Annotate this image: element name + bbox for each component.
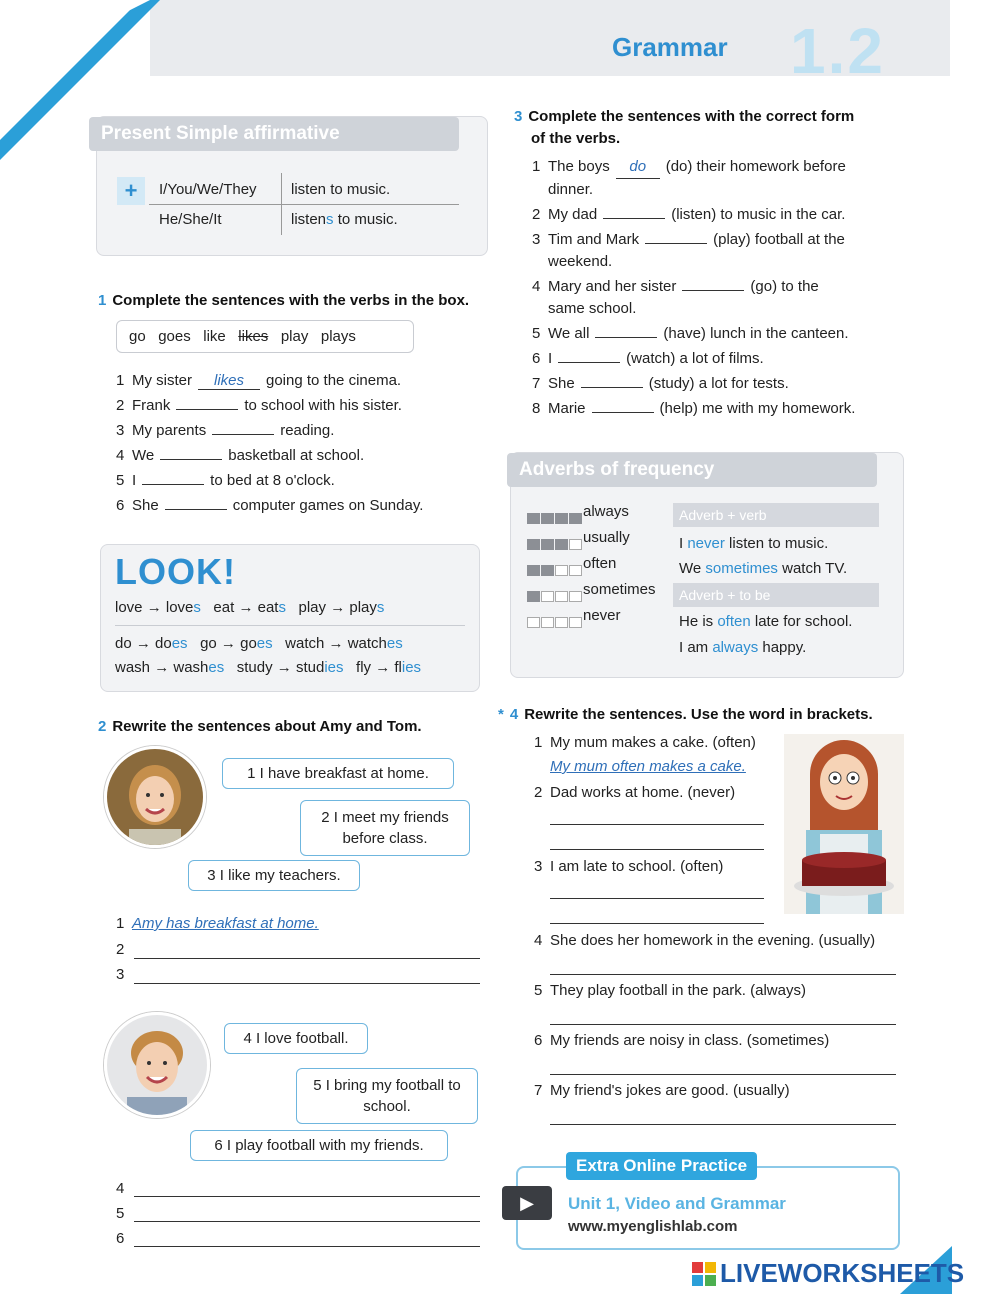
scale-sometimes: sometimes (527, 577, 656, 603)
adverb-be-example-1: He is often late for school. (679, 613, 853, 630)
ex1-item: 6 She computer games on Sunday. (116, 497, 424, 514)
ex4-item-5: 5 They play football in the park. (always) (534, 982, 806, 999)
extra-practice-url[interactable]: www.myenglishlab.com (568, 1218, 738, 1235)
look-row-3: wash → washes study → studies fly → flies (115, 659, 422, 676)
tom-photo (104, 1012, 210, 1118)
scale-always: always (527, 499, 656, 525)
bubble-4: 4 I love football. (224, 1023, 368, 1054)
ex1-item: 5 I to bed at 8 o'clock. (116, 472, 335, 489)
logo-icon (692, 1262, 716, 1286)
ex3-answer-3[interactable] (645, 243, 707, 244)
extra-practice-tag: Extra Online Practice (566, 1152, 757, 1180)
ex1-answer-1[interactable]: likes (198, 372, 260, 390)
ex2-num-3: 3 (116, 966, 125, 983)
ex3-item: 4 Mary and her sister (go) to the (532, 278, 819, 295)
ex3-answer-2[interactable] (603, 218, 665, 219)
ex4-answer-line-5[interactable] (550, 1024, 896, 1025)
ex3-item: 5 We all (have) lunch in the canteen. (532, 325, 849, 342)
amy-photo (104, 746, 206, 848)
ex2-answer-line-6[interactable] (134, 1246, 480, 1247)
look-row-1: love → loves eat → eats play → plays (115, 599, 385, 616)
ps-subject-2: He/She/It (159, 211, 222, 228)
ex3-item: 3 Tim and Mark (play) football at the (532, 231, 845, 248)
adverb-be-header: Adverb + to be (673, 583, 879, 607)
bubble-3: 3 I like my teachers. (188, 860, 360, 891)
ex4-answer-line-2b[interactable] (550, 849, 764, 850)
word-go: go (129, 328, 146, 345)
ex2-answer-line-4[interactable] (134, 1196, 480, 1197)
ex1-item: 3 My parents reading. (116, 422, 335, 439)
ps-subject-1: I/You/We/They (159, 181, 257, 198)
ex4-answer-line-4[interactable] (550, 974, 896, 975)
word-like: like (203, 328, 226, 345)
word-goes: goes (158, 328, 191, 345)
ex2-answer-1: 1 Amy has breakfast at home. (116, 915, 319, 932)
ex3-items: 1 The boys do (do) their homework before dinner. 2 My dad (listen) to music in the car. 3 Tim and Mark (play) football at the weekend. 4 Mary and her sister (go) to the same school. 5 We all (have) lunch in the canteen. 6 I (watch) a lot of films. 7 She (study) a lot for tests. 8 Marie (help) me with my homework. (532, 156, 855, 420)
bubble-2: 2 I meet my friends before class. (300, 800, 470, 856)
extra-practice-unit: Unit 1, Video and Grammar (568, 1194, 786, 1213)
adverbs-box (510, 452, 904, 678)
word-play: play (280, 328, 309, 345)
ex4-item-4: 4 She does her homework in the evening. (usually) (534, 932, 876, 949)
ex1-items (116, 372, 423, 522)
ex3-item: 8 Marie (help) me with my homework. (532, 400, 856, 417)
ex3-item: 6 I (watch) a lot of films. (532, 350, 764, 367)
frequency-scale (527, 499, 656, 629)
ex2-answer-line-5[interactable] (134, 1221, 480, 1222)
ex1-answer-2[interactable] (176, 409, 238, 410)
scale-never: never (527, 603, 656, 629)
ex3-item: 1 The boys do (do) their homework before (532, 156, 855, 179)
ex3-answer-7[interactable] (581, 387, 643, 388)
ex4-answer-line-2a[interactable] (550, 824, 764, 825)
ex1-answer-6[interactable] (165, 509, 227, 510)
ex4-item-2: 2 Dad works at home. (never) (534, 784, 736, 801)
ex3-item: 2 My dad (listen) to music in the car. (532, 206, 846, 223)
mum-cake-illustration (784, 734, 904, 914)
ex3-answer-1[interactable]: do (616, 156, 660, 179)
bubble-1: 1 I have breakfast at home. (222, 758, 454, 789)
ex2-num-4: 4 (116, 1180, 125, 1197)
ex2-instruction: 2 Rewrite the sentences about Amy and Tom. (98, 718, 422, 735)
ex2-num-6: 6 (116, 1230, 125, 1247)
bubble-5: 5 I bring my football to school. (296, 1068, 478, 1124)
ex3-answer-5[interactable] (595, 337, 657, 338)
present-simple-table (149, 173, 459, 235)
adverbs-title: Adverbs of frequency (507, 453, 877, 487)
boy-image (107, 1015, 207, 1115)
ps-verb-1: listen to music. (291, 181, 391, 198)
page-title: Grammar (612, 32, 728, 62)
ex2-answer-line-2[interactable] (134, 958, 480, 959)
unit-number: 1.2 (790, 15, 885, 87)
ex3-answer-6[interactable] (558, 362, 620, 363)
adverb-verb-example-1: I never listen to music. (679, 535, 829, 552)
ex4-answer-line-6[interactable] (550, 1074, 896, 1075)
present-simple-title: Present Simple affirmative (89, 117, 459, 151)
ex4-instruction: * 4 Rewrite the sentences. Use the word in brackets. (498, 706, 873, 723)
scale-usually: usually (527, 525, 656, 551)
word-likes: likes (238, 328, 269, 345)
ex4-item-1: 1 My mum makes a cake. (often) (534, 734, 756, 751)
ex4-item-6: 6 My friends are noisy in class. (sometimes) (534, 1032, 830, 1049)
ex3-answer-4[interactable] (682, 290, 744, 291)
ex1-answer-5[interactable] (142, 484, 204, 485)
liveworksheets-logo (692, 1258, 964, 1289)
ex1-word-box (116, 320, 414, 353)
adverb-verb-example-2: We sometimes watch TV. (679, 560, 848, 577)
plus-icon: + (117, 177, 145, 205)
liveworksheets-brand: LIVEWORKSHEETS (720, 1258, 965, 1288)
ex4-item-3: 3 I am late to school. (often) (534, 858, 724, 875)
ex4-answer-1: My mum often makes a cake. (550, 758, 746, 775)
look-box (100, 544, 480, 692)
ex3-item: 7 She (study) a lot for tests. (532, 375, 789, 392)
ex3-instruction: 3 Complete the sentences with the correct form of the verbs. (514, 108, 855, 147)
ex1-answer-3[interactable] (212, 434, 274, 435)
ex2-num-5: 5 (116, 1205, 125, 1222)
ex1-item: 4 We basketball at school. (116, 447, 365, 464)
present-simple-box (96, 116, 488, 256)
adverb-be-example-2: I am always happy. (679, 639, 807, 656)
ex1-answer-4[interactable] (160, 459, 222, 460)
adverb-verb-header: Adverb + verb (673, 503, 879, 527)
ex2-num-2: 2 (116, 941, 125, 958)
word-plays: plays (320, 328, 356, 345)
cake-image (784, 734, 904, 914)
laptop-icon: ▶ (502, 1186, 552, 1220)
girl-image (107, 749, 203, 845)
ex4-item-7: 7 My friend's jokes are good. (usually) (534, 1082, 790, 1099)
look-title: LOOK! (115, 551, 236, 592)
scale-often: often (527, 551, 656, 577)
ex2-answer-line-3[interactable] (134, 983, 480, 984)
ex1-item: 1 My sister likes going to the cinema. (116, 372, 402, 389)
ex1-item: 2 Frank to school with his sister. (116, 397, 402, 414)
bubble-6: 6 I play football with my friends. (190, 1130, 448, 1161)
ex4-answer-line-7[interactable] (550, 1124, 896, 1125)
look-row-2: do → does go → goes watch → watches (115, 635, 403, 652)
ex4-answer-line-3a[interactable] (550, 898, 764, 899)
ex3-answer-8[interactable] (592, 412, 654, 413)
ex1-instruction: 1 Complete the sentences with the verbs in the box. (98, 292, 470, 309)
ex4-answer-line-3b[interactable] (550, 923, 764, 924)
ex4-items (534, 734, 756, 751)
ps-verb-2: listens to music. (291, 211, 398, 228)
